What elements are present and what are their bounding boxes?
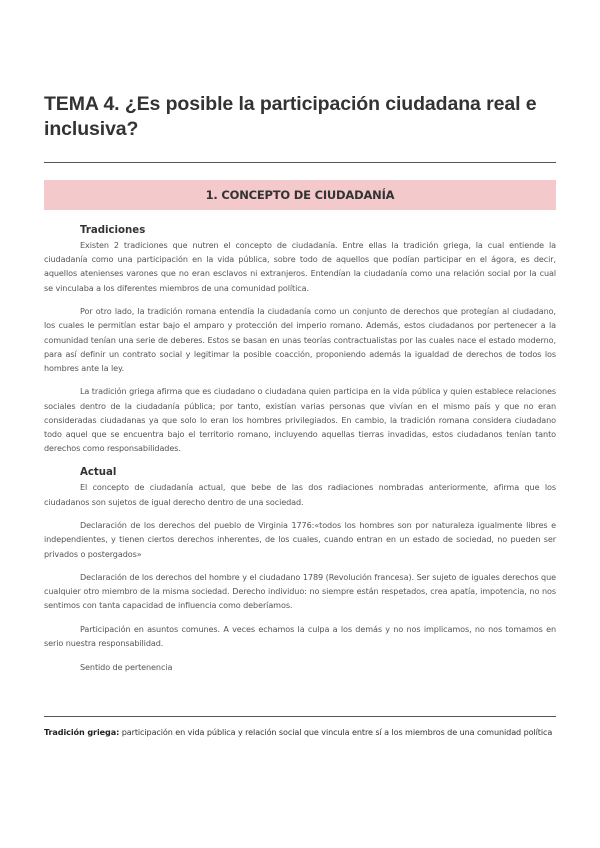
note-divider [44,716,556,717]
note-term: Tradición griega: [44,727,120,737]
paragraph: Sentido de pertenencia [80,661,173,672]
paragraph: El concepto de ciudadanía actual, que bebe de las dos radiaciones nombradas anteriormente, afirma que los ciudadanos son sujetos de igual derecho dentro de una sociedad. [44,482,556,507]
section-heading: 1. CONCEPTO DE CIUDADANÍA [205,188,395,202]
paragraph: Declaración de los derechos del pueblo de Virginia 1776:«todos los hombres son por naturaleza igualmente libres e independientes, y tienen ciertos derechos inherentes, de los cuales, cuando entran en un estado de sociedad, no pueden ser privados o postergados» [44,520,556,559]
paragraph: Declaración de los derechos del hombre y el ciudadano 1789 (Revolución francesa). Ser sujeto de iguales derechos que cualquier otro miembro de la misma sociedad. Derecho individuo: no siempre están respetados, crea apatía, impotencia, no nos sentimos con tanta capacidad de influencia como deberíamos. [44,572,556,611]
note-text: participación en vida pública y relación social que vincula entre sí a los miembros de una comunidad política [119,727,553,737]
page-title: TEMA 4. ¿Es posible la participación ciudadana real e inclusiva? [44,93,537,140]
title-divider [44,162,556,163]
paragraph: Participación en asuntos comunes. A veces echamos la culpa a los demás y no nos implicamos, no nos tomamos en serio nuestra responsabilidad. [44,623,556,649]
paragraph: La tradición griega afirma que es ciudadano o ciudadana quien participa en la vida pública y quien establece relaciones sociales dentro de la ciudadanía pública; por tanto, existían varias personas que vivían en el mismo país y que no eran consideradas ciudadanas ya que solo lo eran los hombres privilegiados. En cambio, la tradición romana considera ciudadano todo aquel que se encuentra bajo el territorio romano, incluyendo aquellas tierras invadidas, estos ciudadanos tenían tanto derechos como responsabilidades. [44,386,556,454]
paragraph: Existen 2 tradiciones que nutren el concepto de ciudadanía. Entre ellas la tradición griega, la cual entiende la ciudadanía como una participación en la vida pública, sobre todo de aquellos que podían participar en el ágora, es decir, aquellos atenienses varones que no eran esclavos ni extranjeros. Entendían la ciudadanía como una relación social por la cual se vinculaba a los diferentes miembros de una comunidad política. [44,240,556,293]
subheading-actual: Actual [80,467,117,479]
paragraph: Por otro lado, la tradición romana entendía la ciudadanía como un conjunto de derechos que protegían al ciudadano, los cuales le permitían estar bajo el amparo y protección del imperio romano. Además, estos ciudadanos por pertenecer a la comunidad tenían una serie de deberes. Estos se basan en unas teorías contractualistas por las cuales nace el estado moderno, para así definir un contrato social y legitimar la posible coacción, proponiendo además la igualdad de derechos de todos los hombres ante la ley. [44,306,556,373]
document-body [44,224,556,674]
subheading-tradiciones: Tradiciones [80,225,146,236]
section-header-bar [44,180,556,210]
definition-note [44,725,556,740]
